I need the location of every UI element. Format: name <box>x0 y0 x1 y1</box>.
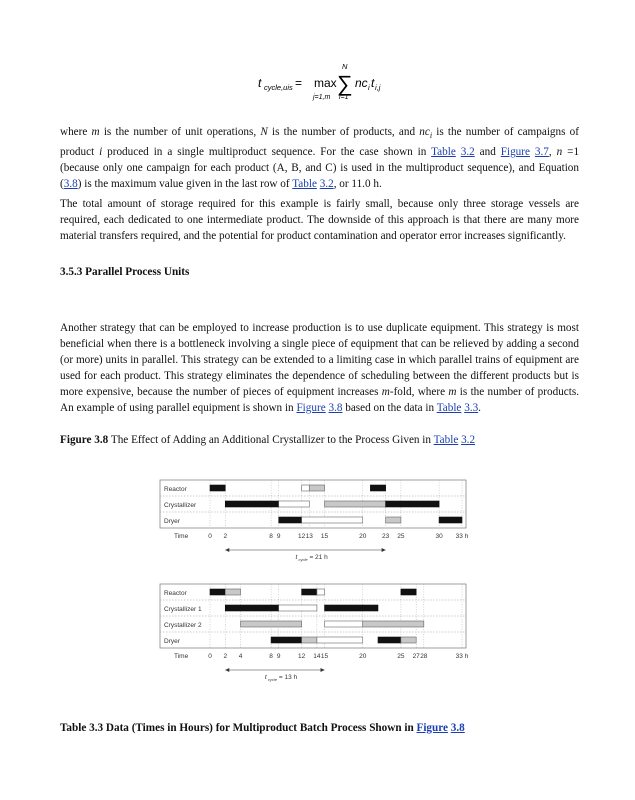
eq-sum-top: N <box>342 62 348 71</box>
gantt-bar <box>225 605 278 611</box>
link-equation-3-8[interactable]: 3.8 <box>63 178 78 191</box>
eq-term2: t <box>371 76 375 90</box>
eq-max-sub: j=1,m <box>313 94 331 101</box>
link-figure-3-8-b[interactable]: Figure <box>416 722 448 734</box>
gantt-tick-label: 2 <box>223 653 228 660</box>
link-table-3-2[interactable]: Table <box>431 146 456 159</box>
gantt-bar <box>370 485 385 491</box>
eq-sum-sign: ∑ <box>337 71 353 96</box>
gantt-bar <box>241 621 302 627</box>
gantt-tick-label: 33 h <box>455 533 469 540</box>
link-figure-3-8[interactable]: Figure <box>296 402 326 414</box>
gantt-bar <box>302 517 363 523</box>
gantt-cycle-label: t <box>264 674 267 681</box>
paragraph-storage: The total amount of storage required for this example is fairly small, because only three storage vessels are required, each dedicated to one intermediate product. The downside of this approach is that there are many more material transfers required, and the potential for product contamination and operator error increases significantly. <box>60 198 579 242</box>
gantt-bar <box>325 621 363 627</box>
gantt-bar <box>378 637 401 643</box>
eq-max: max <box>314 76 337 90</box>
link-table-3-2-c-num[interactable]: 3.2 <box>461 434 476 446</box>
cycle-time-equation <box>0 58 635 108</box>
gantt-bar <box>302 589 317 595</box>
gantt-tick-label: 9 <box>276 653 281 660</box>
gantt-cycle-sub: cycle <box>267 677 278 682</box>
gantt-row-label: Crystallizer 2 <box>164 622 202 629</box>
gantt-tick-label: 0 <box>208 533 212 540</box>
link-table-3-2-num[interactable]: 3.2 <box>460 146 475 159</box>
gantt-tick-label: 30 <box>435 533 443 540</box>
gantt-tick-label: 8 <box>269 653 273 660</box>
gantt-bar <box>225 589 240 595</box>
gantt-tick-label: 20 <box>359 653 367 660</box>
gantt-bar <box>317 589 325 595</box>
eq-lhs-sub: cycle,uis <box>264 83 293 92</box>
gantt-bar <box>271 637 302 643</box>
gantt-cycle-value: = 13 h <box>278 674 298 681</box>
table-caption: Table 3.3 Data (Times in Hours) for Multiproduct Batch Process Shown in Figure 3.8 <box>60 722 465 734</box>
gantt-cycle-arrowhead-left <box>225 668 229 672</box>
gantt-tick-label: 13 <box>305 533 313 540</box>
paragraph-definitions: where m is the number of unit operations, N is the number of products, and $nc_i$ is the number of campaigns of product i produced in a single multiproduct sequence. For the case shown in Table 3.2 and Figure 3.7, n =1 (because only one campaign for each product (A, B, and C) is used in the multiproduct sequence), and Equation (3.8) is the maximum value given in the last row of Table 3.2, or 11.0 h. <box>60 126 580 191</box>
gantt-cycle-arrowhead-right <box>382 548 386 552</box>
eq-term2-sub: i,j <box>375 83 381 92</box>
gantt-tick-label: 15 <box>320 533 329 540</box>
link-table-3-3-num[interactable]: 3.3 <box>464 402 479 414</box>
gantt-row-label: Crystallizer <box>164 502 197 509</box>
gantt-bar <box>325 501 386 507</box>
eq-term: nc <box>355 76 368 90</box>
gantt-tick-label: 27 <box>412 653 420 660</box>
gantt-tick-label: 25 <box>397 533 405 540</box>
gantt-bar <box>210 485 225 491</box>
gantt-time-label: Time <box>174 653 189 660</box>
paragraph-parallel-units: Another strategy that can be employed to increase production is to use duplicate equipment. This strategy is most beneficial when there is a bottleneck involving a single piece of equipment that can be relieved by adding a second (or more) units in parallel. This strategy can be extended to a limiting case in which parallel trains of equipment are used for each product. This strategy eliminates the dependence of scheduling between the different products but is more expensive, because the number of pieces of equipment increases m-fold, where m is the number of products. An example of using parallel equipment is shown in Figure 3.8 based on the data in Table 3.3. <box>60 322 580 414</box>
gantt-tick-label: 8 <box>269 533 273 540</box>
gantt-bar <box>279 517 302 523</box>
gantt-cycle-value: = 21 h <box>309 554 328 561</box>
eq-term-sub: i <box>368 83 370 92</box>
gantt-tick-label: 15 <box>320 653 329 660</box>
gantt-row-label: Dryer <box>164 518 180 525</box>
gantt-cycle-arrowhead-left <box>225 548 229 552</box>
gantt-tick-label: 20 <box>359 533 367 540</box>
gantt-bar <box>302 637 317 643</box>
gantt-time-label: Time <box>174 533 189 540</box>
gantt-bar <box>317 637 363 643</box>
link-table-3-3[interactable]: Table <box>436 402 462 414</box>
gantt-bar <box>302 485 310 491</box>
gantt-cycle-sub: cycle <box>298 557 308 562</box>
link-table-3-2-b[interactable]: Table <box>292 178 317 191</box>
gantt-row-label: Reactor <box>164 590 187 597</box>
gantt-tick-label: 33 h <box>455 653 469 660</box>
link-figure-3-8-b-num[interactable]: 3.8 <box>450 722 465 734</box>
gantt-cycle-arrowhead-right <box>321 668 325 672</box>
gantt-tick-label: 12 <box>298 533 306 540</box>
gantt-bar <box>279 605 317 611</box>
gantt-bar <box>386 501 439 507</box>
gantt-tick-label: 25 <box>397 653 405 660</box>
gantt-tick-label: 23 <box>382 533 390 540</box>
gantt-bar <box>309 485 324 491</box>
gantt-figure <box>150 470 490 695</box>
gantt-bar <box>401 637 416 643</box>
gantt-bar <box>386 517 401 523</box>
gantt-bar <box>363 621 424 627</box>
gantt-tick-label: 28 <box>420 653 428 660</box>
section-heading: 3.5.3 Parallel Process Units <box>60 266 190 278</box>
gantt-bar <box>225 501 278 507</box>
gantt-bar <box>210 589 225 595</box>
gantt-row-label: Crystallizer 1 <box>164 606 202 613</box>
gantt-tick-label: 9 <box>276 533 281 540</box>
figure-caption: Figure 3.8 The Effect of Adding an Additional Crystallizer to the Process Given in Table 3.2 <box>60 434 476 446</box>
gantt-row-label: Dryer <box>164 638 180 645</box>
gantt-tick-label: 14 <box>313 653 321 660</box>
link-figure-3-8-num[interactable]: 3.8 <box>328 402 343 414</box>
eq-equals: = <box>295 76 303 90</box>
gantt-bar <box>279 501 310 507</box>
eq-lhs: t <box>258 76 262 90</box>
link-table-3-2-c[interactable]: Table <box>433 434 459 446</box>
link-table-3-2-b-num[interactable]: 3.2 <box>319 178 334 191</box>
link-figure-3-7[interactable]: Figure <box>500 146 530 159</box>
gantt-tick-label: 4 <box>238 653 243 660</box>
gantt-bar <box>325 605 378 611</box>
gantt-tick-label: 12 <box>298 653 306 660</box>
gantt-bar <box>439 517 462 523</box>
gantt-tick-label: 2 <box>223 533 228 540</box>
gantt-bar <box>401 589 416 595</box>
gantt-row-label: Reactor <box>164 486 187 493</box>
gantt-tick-label: 0 <box>208 653 212 660</box>
eq-sum-bottom: i=1 <box>339 94 349 101</box>
link-figure-3-7-num[interactable]: 3.7 <box>534 146 549 159</box>
gantt-cycle-label: t <box>295 554 298 561</box>
